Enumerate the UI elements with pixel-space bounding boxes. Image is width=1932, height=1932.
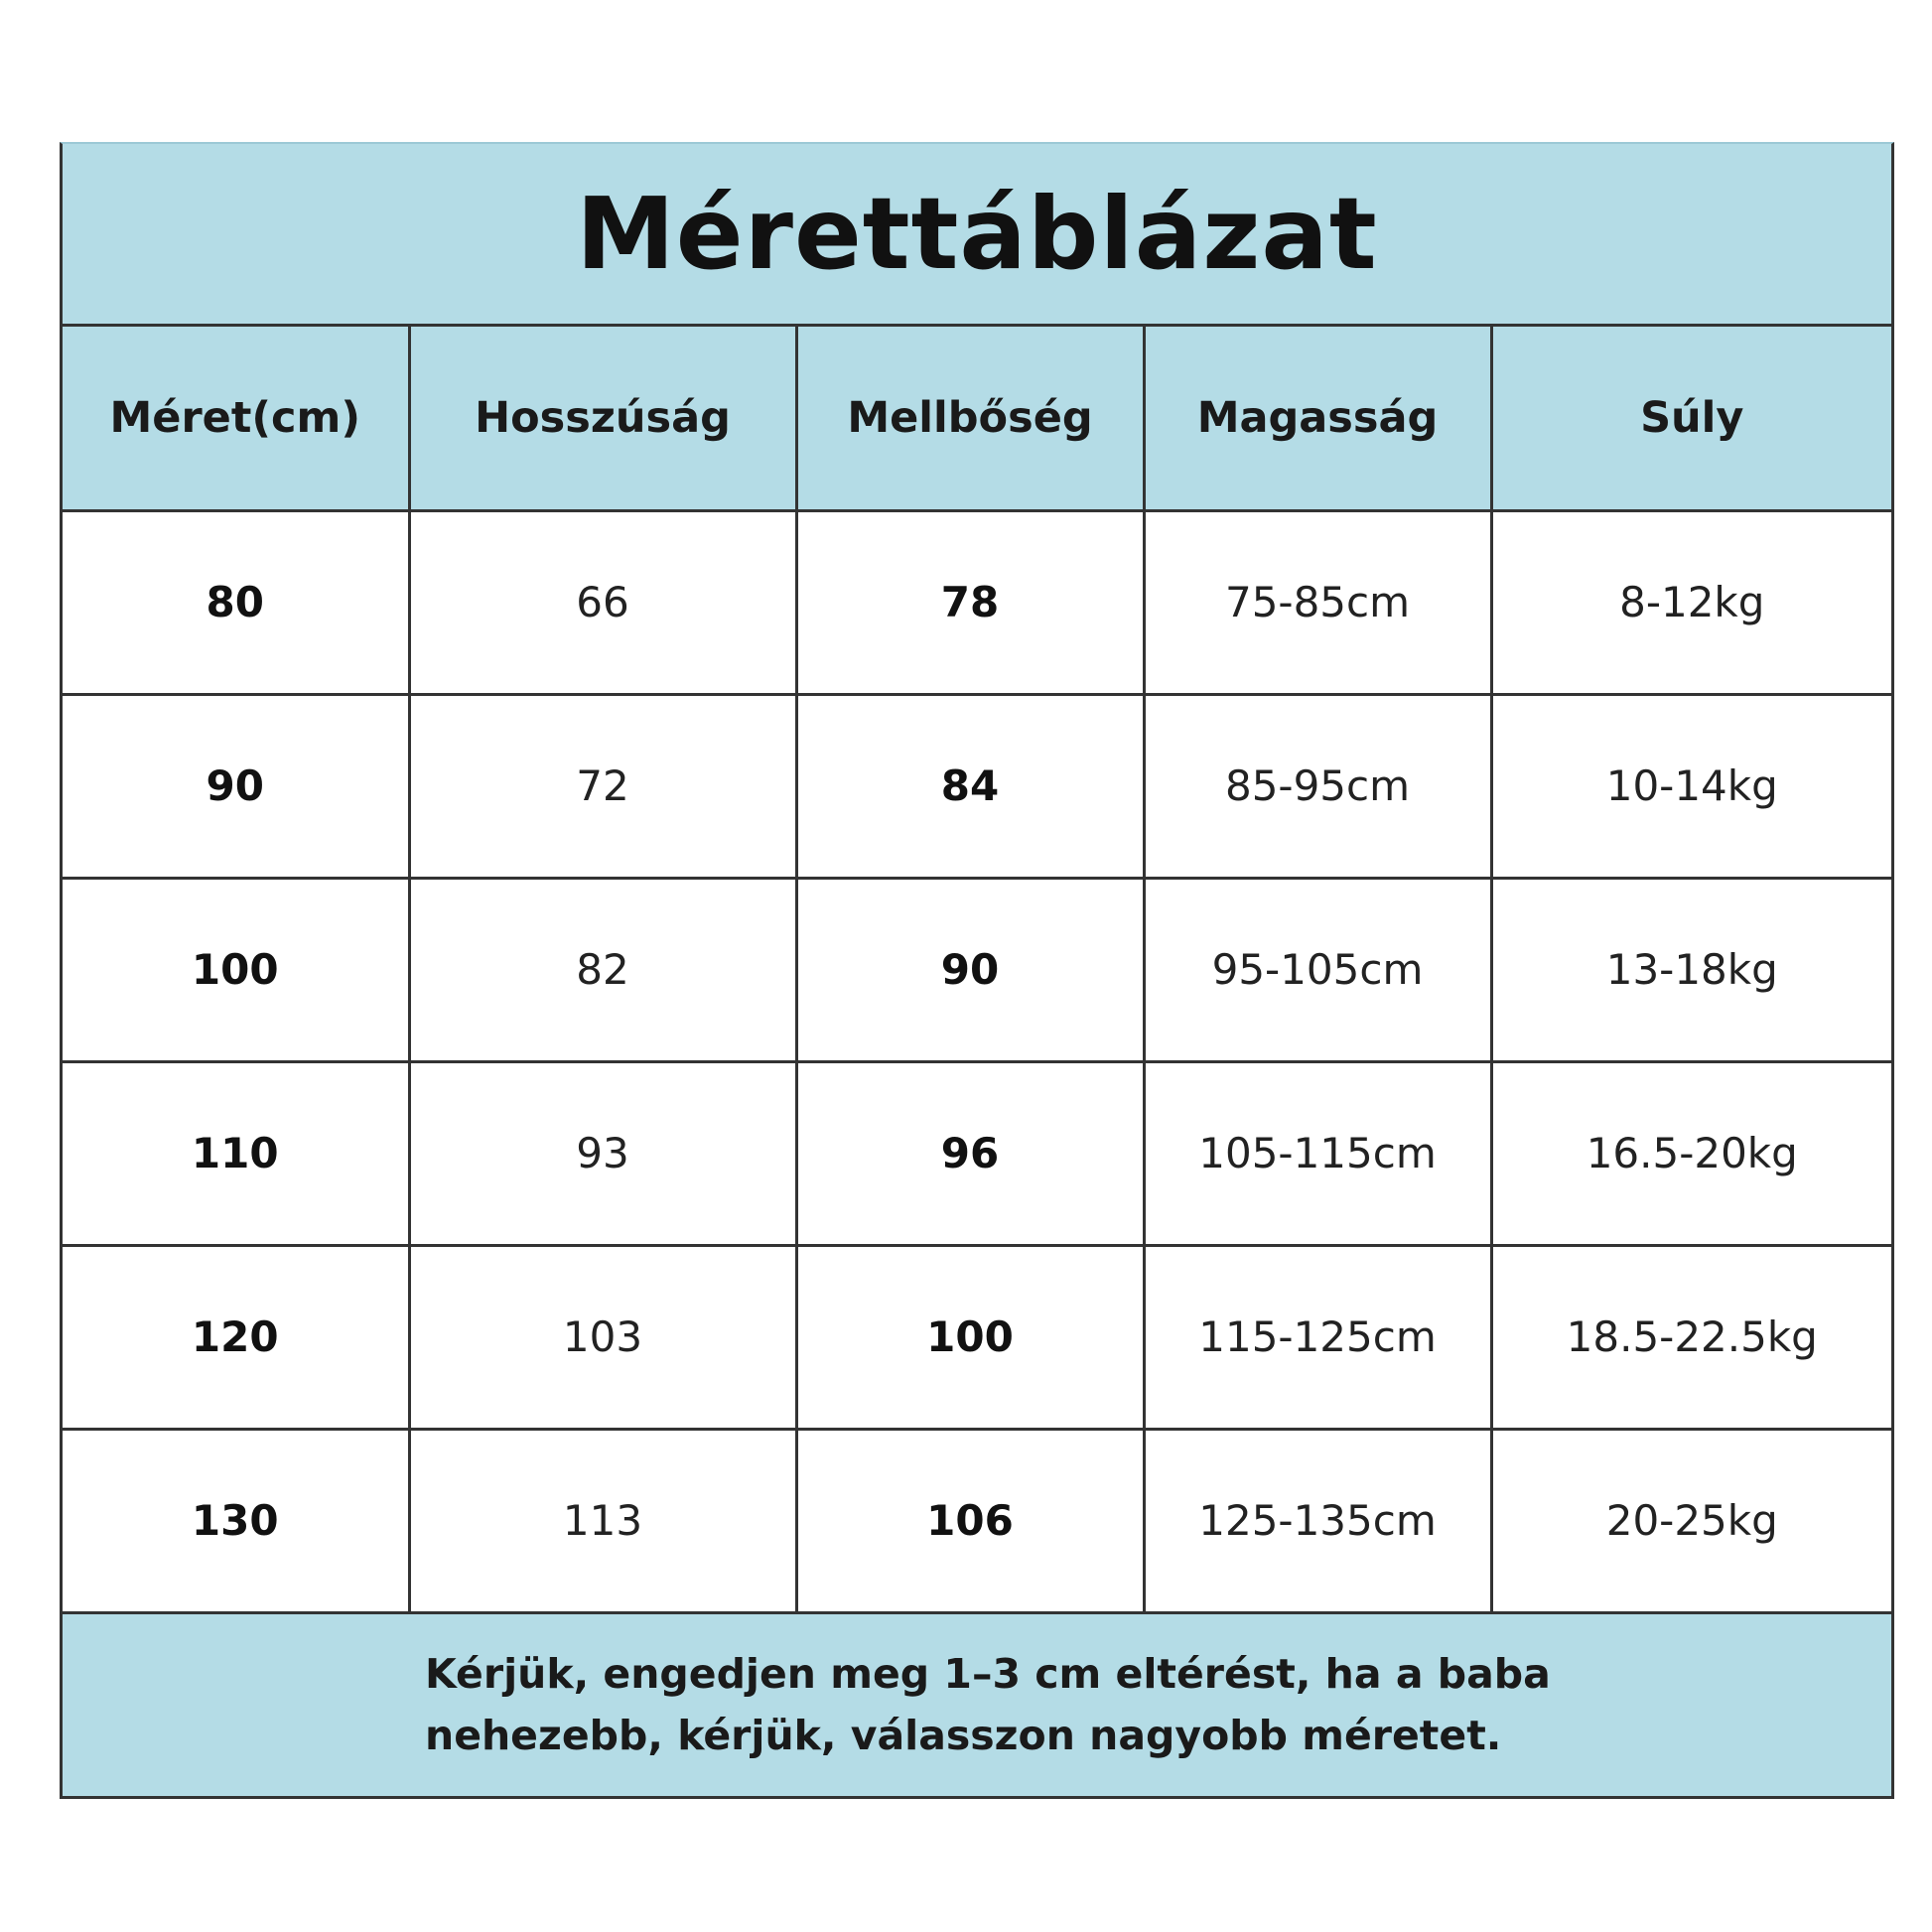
cell-height: 75-85cm xyxy=(1144,510,1491,694)
cell-length: 66 xyxy=(409,510,796,694)
header-row xyxy=(63,327,1891,510)
cell-chest: 96 xyxy=(796,1061,1144,1245)
column-header-weight: Súly xyxy=(1491,327,1891,510)
note-line-1: Kérjük, engedjen meg 1–3 cm eltérést, ha a baba xyxy=(425,1650,1551,1698)
table-row xyxy=(63,1429,1891,1612)
cell-weight: 8-12kg xyxy=(1491,510,1891,694)
cell-height: 115-125cm xyxy=(1144,1245,1491,1429)
size-table xyxy=(63,327,1891,1614)
chart-title: Mérettáblázat xyxy=(576,176,1378,292)
cell-height: 105-115cm xyxy=(1144,1061,1491,1245)
column-header-height: Magasság xyxy=(1144,327,1491,510)
cell-chest: 84 xyxy=(796,694,1144,878)
cell-height: 125-135cm xyxy=(1144,1429,1491,1612)
table-row xyxy=(63,1061,1891,1245)
table-row xyxy=(63,694,1891,878)
cell-length: 82 xyxy=(409,878,796,1061)
cell-height: 85-95cm xyxy=(1144,694,1491,878)
size-chart xyxy=(60,142,1894,1799)
cell-chest: 78 xyxy=(796,510,1144,694)
cell-size: 90 xyxy=(63,694,409,878)
cell-length: 103 xyxy=(409,1245,796,1429)
cell-weight: 13-18kg xyxy=(1491,878,1891,1061)
cell-size: 120 xyxy=(63,1245,409,1429)
note-band xyxy=(63,1614,1891,1796)
cell-weight: 20-25kg xyxy=(1491,1429,1891,1612)
table-row xyxy=(63,1245,1891,1429)
table-row xyxy=(63,878,1891,1061)
cell-chest: 106 xyxy=(796,1429,1144,1612)
table-row xyxy=(63,510,1891,694)
size-note xyxy=(425,1643,1551,1766)
column-header-size: Méret(cm) xyxy=(63,327,409,510)
cell-weight: 16.5-20kg xyxy=(1491,1061,1891,1245)
cell-size: 80 xyxy=(63,510,409,694)
column-header-chest: Mellbőség xyxy=(796,327,1144,510)
cell-length: 72 xyxy=(409,694,796,878)
cell-length: 113 xyxy=(409,1429,796,1612)
cell-chest: 100 xyxy=(796,1245,1144,1429)
note-line-2: nehezebb, kérjük, válasszon nagyobb méretet. xyxy=(425,1712,1502,1759)
column-header-length: Hosszúság xyxy=(409,327,796,510)
cell-weight: 18.5-22.5kg xyxy=(1491,1245,1891,1429)
cell-height: 95-105cm xyxy=(1144,878,1491,1061)
cell-length: 93 xyxy=(409,1061,796,1245)
cell-weight: 10-14kg xyxy=(1491,694,1891,878)
title-band xyxy=(63,144,1891,327)
cell-size: 130 xyxy=(63,1429,409,1612)
cell-size: 110 xyxy=(63,1061,409,1245)
cell-chest: 90 xyxy=(796,878,1144,1061)
cell-size: 100 xyxy=(63,878,409,1061)
